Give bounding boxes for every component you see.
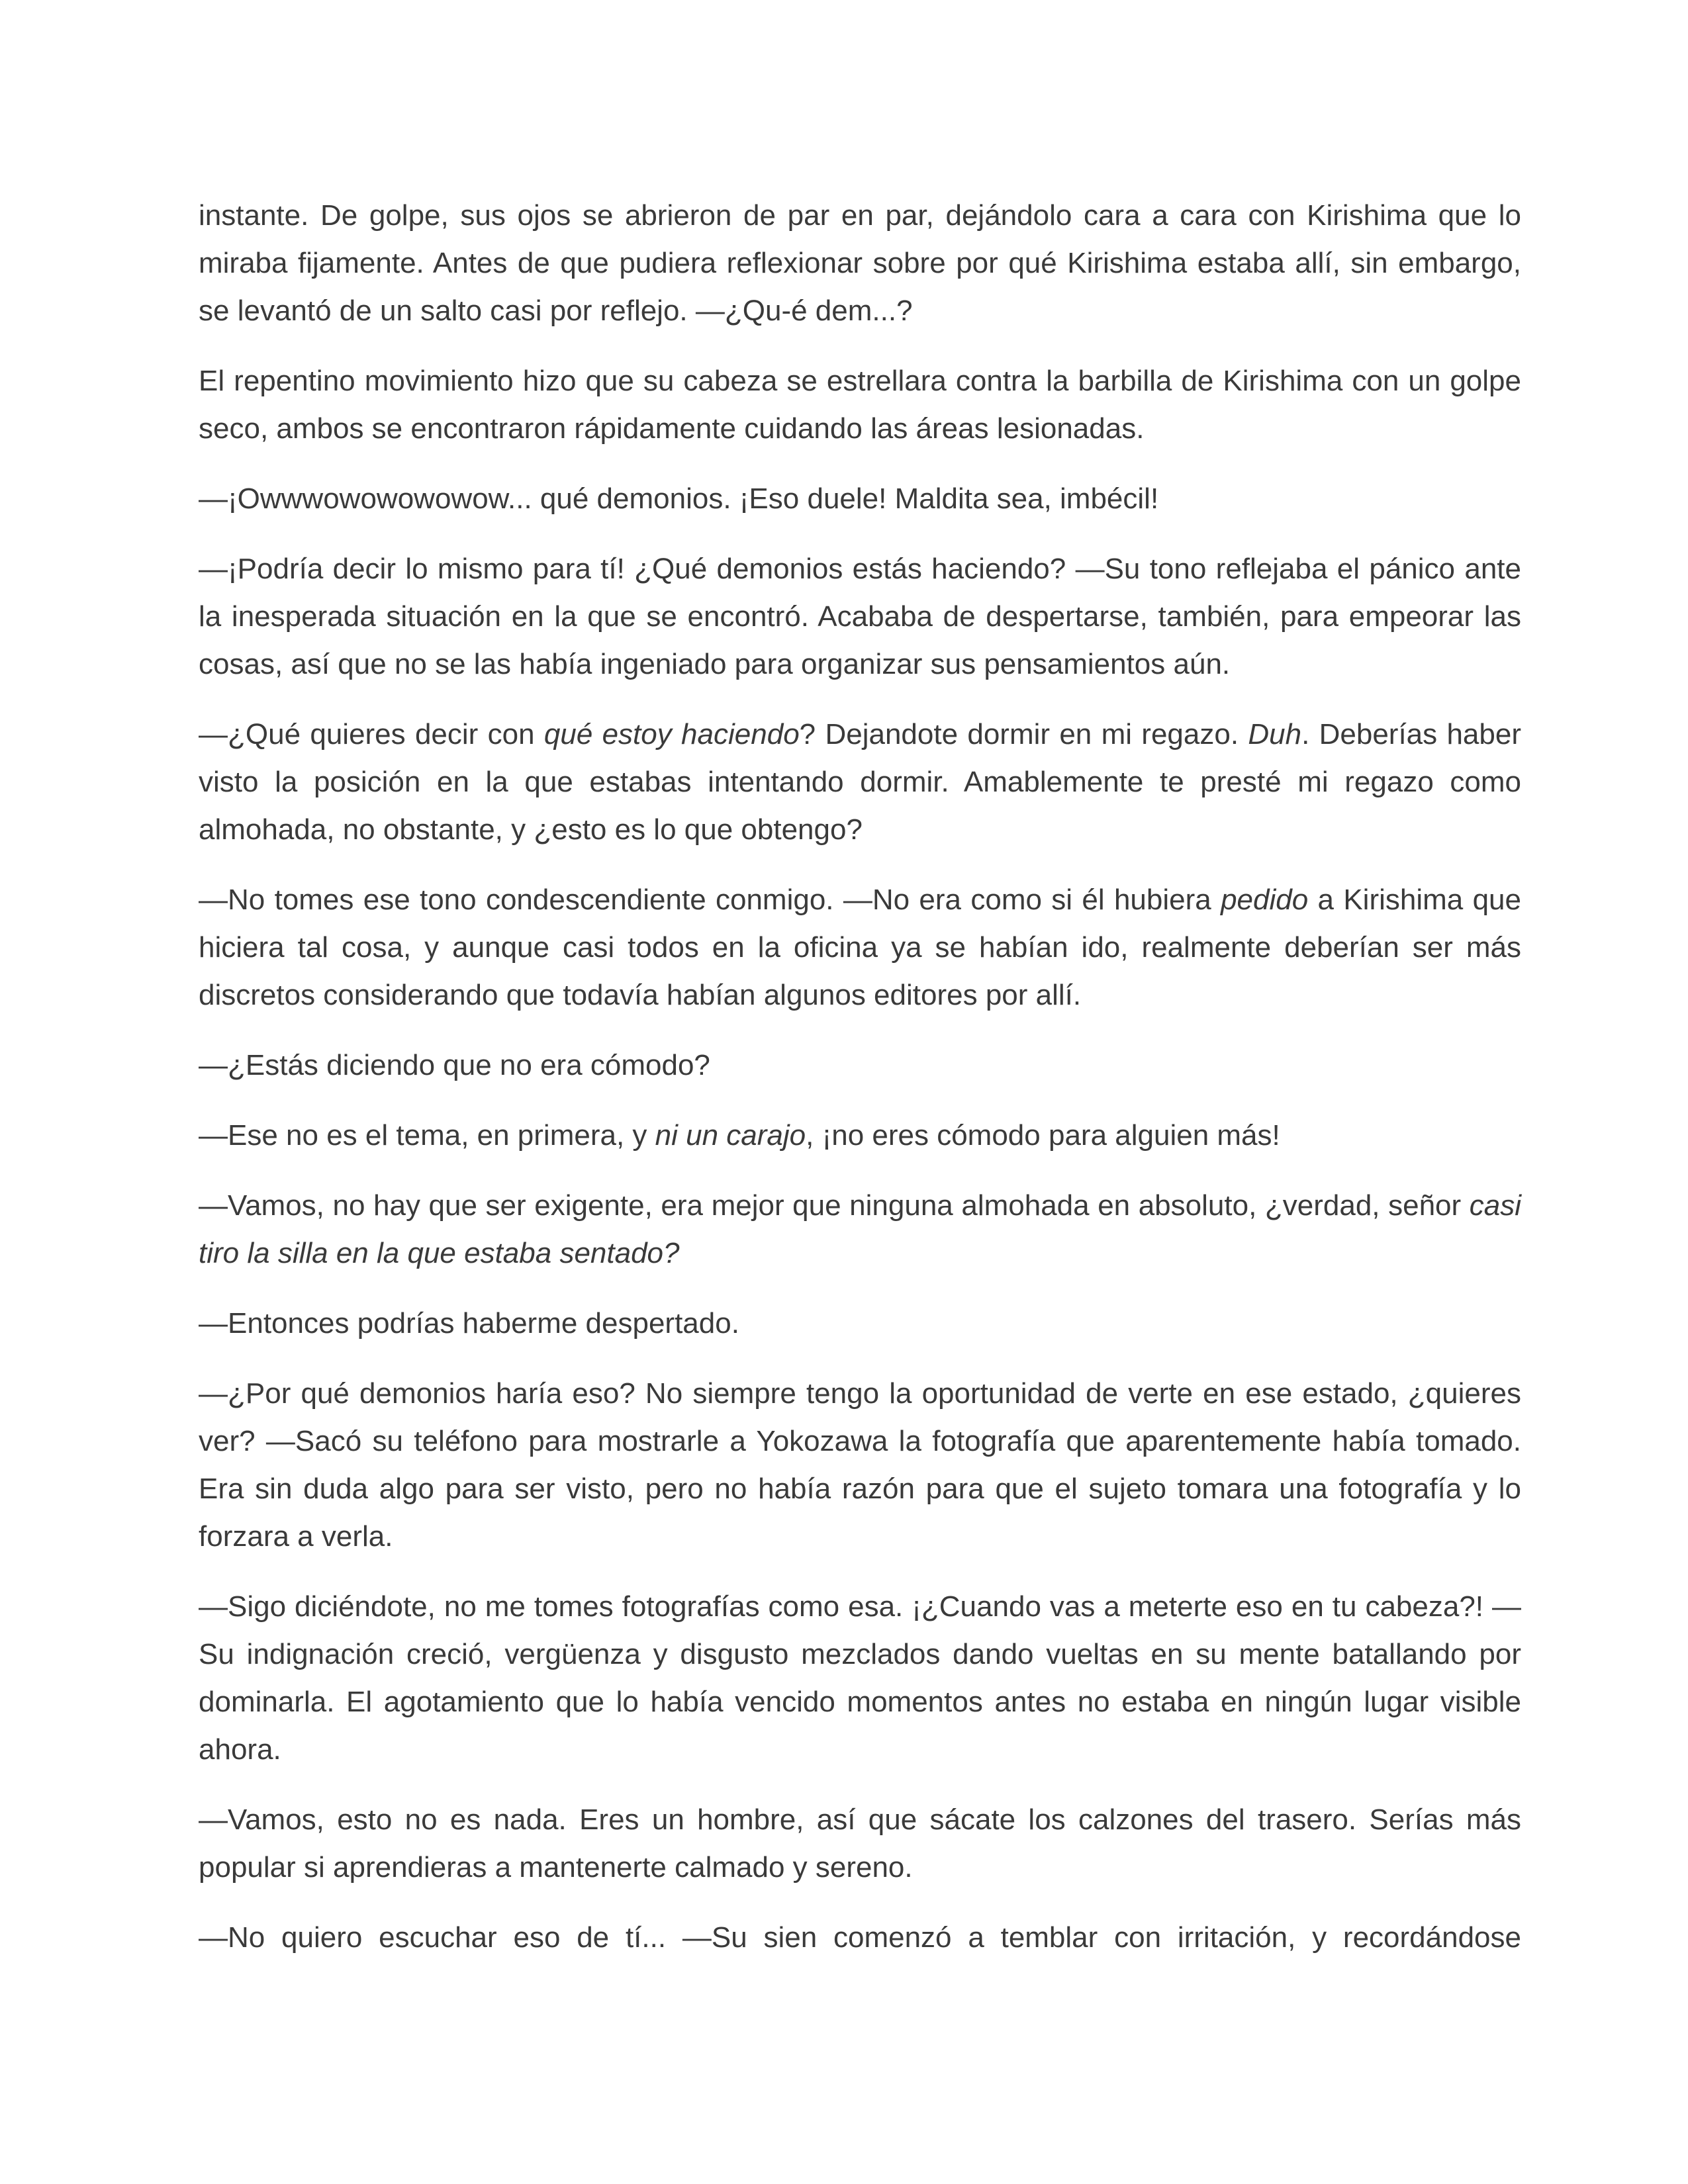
paragraph-text: —¡Podría decir lo mismo para tí! ¿Qué demonios estás haciendo? —Su tono reflejaba el pánico ante la inesperada situación en la que se encontró. Acababa de despertarse, también, para empeorar las cosas, así que no se las había ingeniado para organizar sus pensamientos aún.	[199, 553, 1521, 680]
paragraph-text: —¿Por qué demonios haría eso? No siempre tengo la oportunidad de verte en ese estado, ¿quieres ver? —Sacó su teléfono para mostrarle a Yokozawa la fotografía que aparentemente había tomado. Era sin duda algo para ser visto, pero no había razón para que el sujeto tomara una fotografía y lo forzara a verla.	[199, 1377, 1521, 1553]
paragraph-text: , ¡no eres cómodo para alguien más!	[806, 1119, 1280, 1152]
document-body	[199, 192, 1521, 1984]
paragraph	[199, 1112, 1521, 1160]
paragraph-text: —¡Owwwowowowowow... qué demonios. ¡Eso duele! Maldita sea, imbécil!	[199, 482, 1159, 515]
paragraph-text: ? Dejandote dormir en mi regazo.	[799, 718, 1248, 751]
paragraph-text: —Vamos, esto no es nada. Eres un hombre, así que sácate los calzones del trasero. Serías más popular si aprendieras a mantenerte calmado y sereno.	[199, 1803, 1521, 1884]
paragraph-text: —Entonces podrías haberme despertado.	[199, 1307, 739, 1340]
paragraph	[199, 357, 1521, 453]
paragraph	[199, 1914, 1521, 1962]
paragraph-text: —No tomes ese tono condescendiente conmigo. —No era como si él hubiera	[199, 884, 1221, 916]
paragraph-text: —¿Estás diciendo que no era cómodo?	[199, 1049, 710, 1081]
paragraph-text: —¿Qué quieres decir con	[199, 718, 544, 751]
paragraph-italic-text: casi tiro la silla en la que estaba sentado?	[199, 1189, 1521, 1269]
paragraph	[199, 1300, 1521, 1347]
paragraph	[199, 192, 1521, 335]
paragraph-text: a Kirishima que hiciera tal cosa, y aunque casi todos en la oficina ya se habían ido, realmente deberían ser más discretos considerando que todavía habían algunos editores por allí.	[199, 884, 1521, 1011]
paragraph	[199, 545, 1521, 688]
paragraph-text: —Sigo diciéndote, no me tomes fotografías como esa. ¡¿Cuando vas a meterte eso en tu cabeza?! —Su indignación creció, vergüenza y disgusto mezclados dando vueltas en su mente batallando por dominarla. El agotamiento que lo había vencido momentos antes no estaba en ningún lugar visible ahora.	[199, 1590, 1521, 1766]
paragraph-italic-text: Duh	[1248, 718, 1302, 751]
paragraph-text: El repentino movimiento hizo que su cabeza se estrellara contra la barbilla de Kirishima con un golpe seco, ambos se encontraron rápidamente cuidando las áreas lesionadas.	[199, 365, 1521, 445]
paragraph	[199, 1182, 1521, 1277]
paragraph	[199, 1042, 1521, 1089]
paragraph-text: . Deberías haber visto la posición en la que estabas intentando dormir. Amablemente te presté mi regazo como almohada, no obstante, y ¿esto es lo que obtengo?	[199, 718, 1521, 846]
paragraph-text: —Vamos, no hay que ser exigente, era mejor que ninguna almohada en absoluto, ¿verdad, señor	[199, 1189, 1470, 1222]
paragraph	[199, 1583, 1521, 1774]
paragraph	[199, 876, 1521, 1019]
paragraph	[199, 1370, 1521, 1561]
paragraph	[199, 475, 1521, 523]
paragraph-italic-text: qué estoy haciendo	[543, 718, 800, 751]
paragraph	[199, 711, 1521, 854]
paragraph-text: instante. De golpe, sus ojos se abrieron de par en par, dejándolo cara a cara con Kirishima que lo miraba fijamente. Antes de que pudiera reflexionar sobre por qué Kirishima estaba allí, sin embargo, se levantó de un salto casi por reflejo. —¿Qu-é dem...?	[199, 199, 1521, 327]
paragraph-italic-text: pedido	[1221, 884, 1309, 916]
paragraph-text: —No quiero escuchar eso de tí... —Su sien comenzó a temblar con irritación, y recordándose	[199, 1921, 1521, 1954]
paragraph-italic-text: ni un carajo	[655, 1119, 806, 1152]
paragraph	[199, 1796, 1521, 1891]
paragraph-text: —Ese no es el tema, en primera, y	[199, 1119, 655, 1152]
